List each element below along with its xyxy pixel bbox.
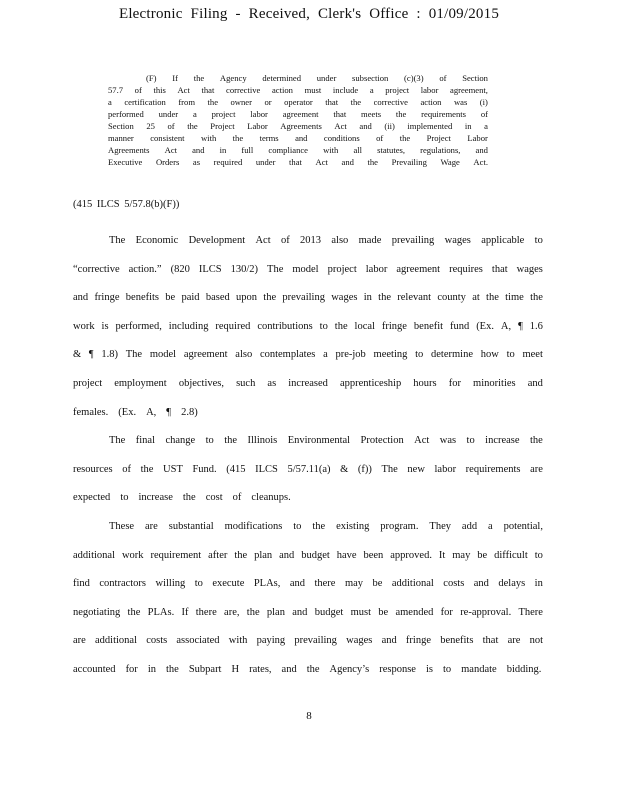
paragraph-line: resources of the UST Fund. (415 ILCS 5/57.11(a) & (f)) The new labor requirements are bbox=[73, 463, 543, 475]
block-quote bbox=[108, 72, 488, 168]
citation-text: (415 ILCS 5/57.8(b)(F)) bbox=[73, 199, 180, 210]
paragraph bbox=[73, 227, 543, 427]
quote-line: Section 25 of the Project Labor Agreements Act and (ii) implemented in a bbox=[108, 121, 488, 131]
paragraph-line: find contractors willing to execute PLAs, and there may be additional costs and delays in bbox=[73, 578, 543, 590]
paragraph-line: accounted for in the Subpart H rates, and the Agency’s response is to mandate bidding. bbox=[73, 663, 542, 675]
statute-citation bbox=[73, 199, 179, 210]
quote-line: Agreements Act and in full compliance with all statutes, regulations, and bbox=[108, 145, 488, 155]
paragraph-line: The final change to the Illinois Environmental Protection Act was to increase the bbox=[109, 435, 543, 447]
paragraph-line: negotiating the PLAs. If there are, the plan and budget must be amended for re-approval. There bbox=[73, 606, 543, 618]
quote-line: a certification from the owner or operator that the corrective action was (i) bbox=[108, 97, 488, 107]
paragraph-line: additional work requirement after the plan and budget have been approved. It may be difficult to bbox=[73, 549, 543, 561]
paragraph-line: project employment objectives, such as increased apprenticeship hours for minorities and bbox=[73, 377, 543, 389]
paragraph-line: females. (Ex. A, ¶ 2.8) bbox=[73, 406, 198, 418]
paragraph-line: These are substantial modifications to the existing program. They add a potential, bbox=[109, 520, 543, 532]
quote-line: Executive Orders as required under that Act and the Prevailing Wage Act. bbox=[108, 157, 488, 167]
filing-stamp-text: Electronic Filing - Received, Clerk's Office : 01/09/2015 bbox=[118, 6, 500, 22]
quote-line: (F) If the Agency determined under subsection (c)(3) of Section bbox=[146, 73, 488, 83]
page-number-text: 8 bbox=[306, 710, 312, 722]
paragraph-line: The Economic Development Act of 2013 also made prevailing wages applicable to bbox=[109, 235, 543, 246]
filing-stamp-header bbox=[0, 6, 618, 23]
paragraph-line: expected to increase the cost of cleanups. bbox=[73, 492, 291, 504]
paragraph-line: are additional costs associated with paying prevailing wages and fringe benefits that are not bbox=[73, 635, 543, 647]
quote-line: manner consistent with the terms and conditions of the Project Labor bbox=[108, 133, 488, 143]
paragraph-line: and fringe benefits be paid based upon the prevailing wages in the relevant county at the time the bbox=[73, 292, 543, 304]
paragraph-line: “corrective action.” (820 ILCS 130/2) The model project labor agreement requires that wages bbox=[73, 263, 543, 275]
paragraph-line: & ¶ 1.8) The model agreement also contemplates a pre-job meeting to determine how to meet bbox=[73, 349, 543, 361]
paragraph-line: work is performed, including required contributions to the local fringe benefit fund (Ex. A, ¶ 1.6 bbox=[73, 320, 543, 332]
quote-line: 57.7 of this Act that corrective action must include a project labor agreement, bbox=[108, 85, 488, 95]
paragraph bbox=[73, 427, 543, 513]
quote-line: performed under a project labor agreement that meets the requirements of bbox=[108, 109, 488, 119]
page-number bbox=[0, 710, 618, 722]
body-text bbox=[73, 227, 543, 685]
paragraph bbox=[73, 513, 543, 685]
